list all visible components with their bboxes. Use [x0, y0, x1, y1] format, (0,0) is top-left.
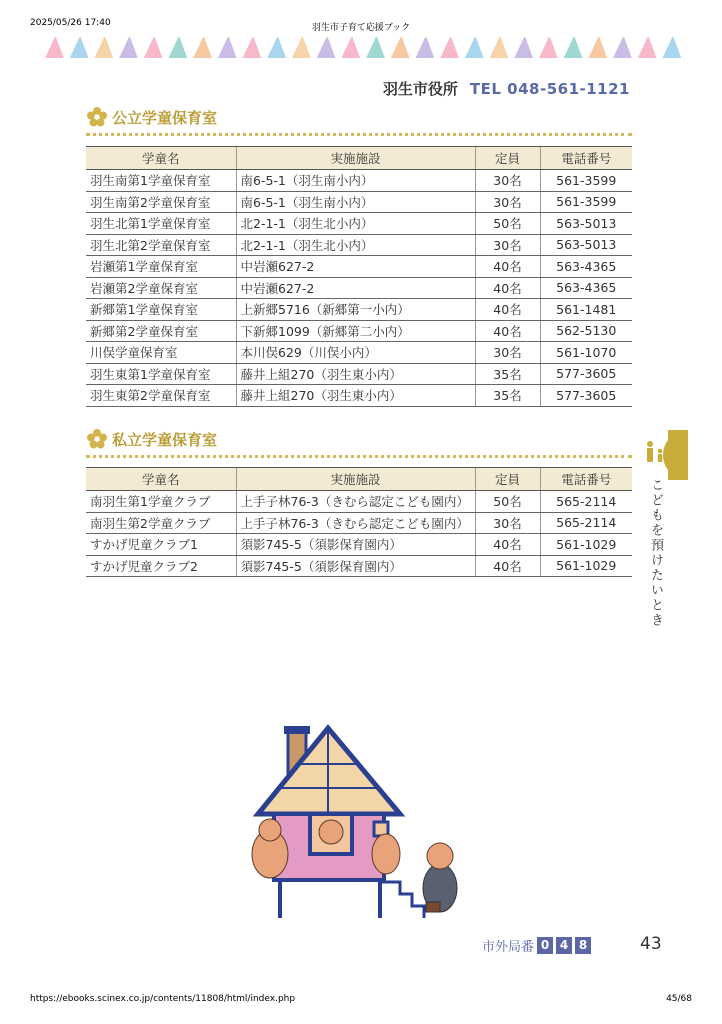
- table-row: [86, 320, 632, 342]
- office-tel: TEL 048-561-1121: [469, 80, 630, 98]
- cell-facility: 南6-5-1（羽生南小内）: [236, 170, 475, 192]
- cell-capacity: 40名: [475, 555, 540, 577]
- bunting-flag: [292, 37, 311, 58]
- cell-phone: 561-1481: [540, 299, 632, 321]
- table-row: [86, 170, 632, 192]
- cell-capacity: 30名: [475, 170, 540, 192]
- cell-phone: 561-3599: [540, 170, 632, 192]
- table-header-row: [86, 468, 632, 491]
- bunting-flag: [119, 37, 138, 58]
- cell-capacity: 30名: [475, 512, 540, 534]
- print-page-count: 45/68: [666, 994, 692, 1004]
- private-table: [86, 467, 632, 577]
- public-section-title: [86, 106, 217, 128]
- print-url: https://ebooks.scinex.co.jp/contents/11808/html/index.php: [30, 994, 296, 1004]
- cell-name: 羽生北第2学童保育室: [86, 234, 236, 256]
- header-capacity: 定員: [475, 468, 540, 491]
- bunting-flag: [416, 37, 435, 58]
- table-row: [86, 299, 632, 321]
- house-illustration: [240, 722, 470, 922]
- cell-name: 川俣学童保育室: [86, 342, 236, 364]
- print-doc-title: 羽生市子育て応援ブック: [311, 23, 411, 33]
- side-tab-label: こどもを預けたいとき: [648, 478, 663, 628]
- table-row: [86, 191, 632, 213]
- table-row: [86, 342, 632, 364]
- cell-capacity: 30名: [475, 234, 540, 256]
- bunting-flag: [341, 37, 360, 58]
- cell-facility: 中岩瀬627-2: [236, 256, 475, 278]
- cell-phone: 561-1070: [540, 342, 632, 364]
- office-name: 羽生市役所: [382, 80, 458, 98]
- cell-capacity: 40名: [475, 299, 540, 321]
- area-code-label: 市外局番: [482, 940, 535, 955]
- cell-name: すかげ児童クラブ2: [86, 555, 236, 577]
- bunting-decoration: [42, 36, 684, 58]
- table-row: [86, 555, 632, 577]
- cell-phone: 577-3605: [540, 385, 632, 407]
- bunting-flag: [465, 37, 484, 58]
- cell-facility: 上手子林76-3（きむら認定こども園内）: [236, 491, 475, 513]
- cell-facility: 須影745-5（須影保育園内）: [236, 534, 475, 556]
- cell-facility: 藤井上組270（羽生東小内）: [236, 385, 475, 407]
- cell-facility: 南6-5-1（羽生南小内）: [236, 191, 475, 213]
- cell-facility: 北2-1-1（羽生北小内）: [236, 213, 475, 235]
- area-code-digit: 4: [556, 937, 572, 954]
- cell-name: 岩瀬第2学童保育室: [86, 277, 236, 299]
- cell-facility: 下新郷1099（新郷第二小内）: [236, 320, 475, 342]
- cell-facility: 藤井上組270（羽生東小内）: [236, 363, 475, 385]
- cell-name: 新郷第2学童保育室: [86, 320, 236, 342]
- cell-name: 岩瀬第1学童保育室: [86, 256, 236, 278]
- cell-capacity: 40名: [475, 256, 540, 278]
- cell-capacity: 30名: [475, 191, 540, 213]
- header-capacity: 定員: [475, 147, 540, 170]
- bunting-flag: [317, 37, 336, 58]
- table-row: [86, 534, 632, 556]
- public-table: [86, 146, 632, 407]
- cell-capacity: 35名: [475, 385, 540, 407]
- area-code-digit: 0: [537, 937, 553, 954]
- cell-phone: 561-1029: [540, 534, 632, 556]
- cell-capacity: 40名: [475, 534, 540, 556]
- bunting-flag: [94, 37, 113, 58]
- cell-phone: 561-3599: [540, 191, 632, 213]
- bunting-flag: [243, 37, 262, 58]
- cell-facility: 上手子林76-3（きむら認定こども園内）: [236, 512, 475, 534]
- cell-name: 新郷第1学童保育室: [86, 299, 236, 321]
- cell-phone: 563-5013: [540, 234, 632, 256]
- cell-facility: 中岩瀬627-2: [236, 277, 475, 299]
- cell-phone: 562-5130: [540, 320, 632, 342]
- header-phone: 電話番号: [540, 147, 632, 170]
- cell-facility: 上新郷5716（新郷第一小内）: [236, 299, 475, 321]
- table-row: [86, 256, 632, 278]
- bunting-flag: [638, 37, 657, 58]
- cell-name: すかげ児童クラブ1: [86, 534, 236, 556]
- bunting-flag: [144, 37, 163, 58]
- bunting-flag: [169, 37, 188, 58]
- cell-name: 羽生南第1学童保育室: [86, 170, 236, 192]
- area-code-digit: 8: [575, 937, 591, 954]
- bunting-flag: [366, 37, 385, 58]
- bunting-flag: [588, 37, 607, 58]
- cell-phone: 565-2114: [540, 491, 632, 513]
- bunting-flag: [267, 37, 286, 58]
- cell-name: 南羽生第2学童クラブ: [86, 512, 236, 534]
- table-row: [86, 385, 632, 407]
- bunting-flag: [391, 37, 410, 58]
- table-row: [86, 491, 632, 513]
- cell-phone: 561-1029: [540, 555, 632, 577]
- private-title-label: 私立学童保育室: [112, 430, 218, 449]
- cell-phone: 565-2114: [540, 512, 632, 534]
- side-tab[interactable]: [638, 430, 688, 480]
- cell-capacity: 50名: [475, 213, 540, 235]
- header-name: 学童名: [86, 468, 236, 491]
- flower-icon: [86, 106, 108, 128]
- bunting-flag: [564, 37, 583, 58]
- cell-facility: 北2-1-1（羽生北小内）: [236, 234, 475, 256]
- cell-capacity: 40名: [475, 320, 540, 342]
- table-row: [86, 363, 632, 385]
- table-row: [86, 512, 632, 534]
- bunting-flag: [514, 37, 533, 58]
- table-row: [86, 277, 632, 299]
- header-facility: 実施施設: [236, 468, 475, 491]
- bunting-flag: [193, 37, 212, 58]
- bunting-flag: [663, 37, 682, 58]
- cell-facility: 須影745-5（須影保育園内）: [236, 555, 475, 577]
- cell-name: 羽生南第2学童保育室: [86, 191, 236, 213]
- cell-name: 羽生北第1学童保育室: [86, 213, 236, 235]
- bunting-flag: [440, 37, 459, 58]
- parent-child-icon: [647, 441, 662, 462]
- header-name: 学童名: [86, 147, 236, 170]
- cell-phone: 563-4365: [540, 277, 632, 299]
- cell-name: 羽生東第1学童保育室: [86, 363, 236, 385]
- cell-name: 羽生東第2学童保育室: [86, 385, 236, 407]
- table-row: [86, 213, 632, 235]
- bunting-flag: [539, 37, 558, 58]
- cell-facility: 本川俣629（川俣小内）: [236, 342, 475, 364]
- header-facility: 実施施設: [236, 147, 475, 170]
- divider: [86, 455, 632, 458]
- office-info: [383, 78, 630, 99]
- bunting-flag: [70, 37, 89, 58]
- public-title-label: 公立学童保育室: [112, 108, 218, 127]
- private-section-title: [86, 428, 217, 450]
- bunting-flag: [490, 37, 509, 58]
- area-code: [482, 936, 591, 955]
- table-row: [86, 234, 632, 256]
- bunting-flag: [613, 37, 632, 58]
- print-datetime: 2025/05/26 17:40: [30, 18, 111, 28]
- cell-capacity: 30名: [475, 342, 540, 364]
- header-phone: 電話番号: [540, 468, 632, 491]
- cell-phone: 563-5013: [540, 213, 632, 235]
- cell-name: 南羽生第1学童クラブ: [86, 491, 236, 513]
- flower-icon: [86, 428, 108, 450]
- cell-phone: 563-4365: [540, 256, 632, 278]
- cell-phone: 577-3605: [540, 363, 632, 385]
- table-header-row: [86, 147, 632, 170]
- cell-capacity: 40名: [475, 277, 540, 299]
- bunting-flag: [45, 37, 64, 58]
- page-number: 43: [640, 934, 662, 954]
- divider: [86, 133, 632, 136]
- cell-capacity: 35名: [475, 363, 540, 385]
- bunting-flag: [218, 37, 237, 58]
- cell-capacity: 50名: [475, 491, 540, 513]
